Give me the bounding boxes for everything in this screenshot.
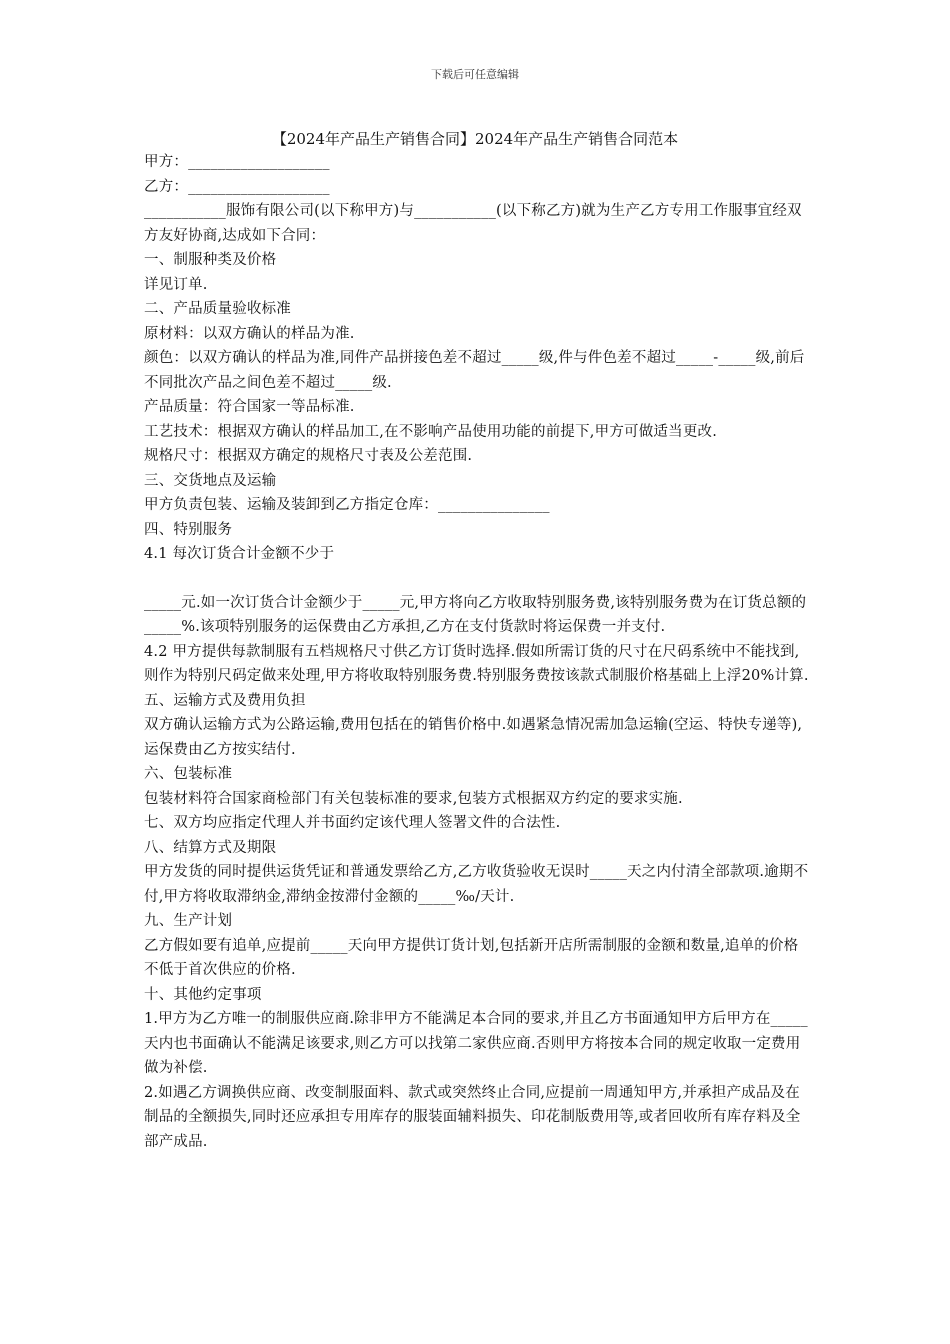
section-heading: 四、特别服务 — [144, 521, 233, 538]
section-heading: 一、制服种类及价格 — [144, 252, 277, 268]
section-heading: 六、包装标准 — [144, 766, 233, 782]
section-heading: 七、双方均应指定代理人并书面约定该代理人签署文件的合法性. — [144, 815, 561, 831]
paragraph: 2.如遇乙方调换供应商、改变制服面料、款式或突然终止合同,应提前一周通知甲方,并承担产成品及在制品的全额损失,同时还应承担专用库存的服装面辅料损失、印花制版费用等,或者回收所有库存料及全部产成品. — [144, 1084, 801, 1150]
section-heading: 十、其他约定事项 — [144, 986, 262, 1003]
paragraph: 1.甲方为乙方唯一的制服供应商.除非甲方不能满足本合同的要求,并且乙方书面通知甲方后甲方在_____天内也书面确认不能满足该要求,则乙方可以找第二家供应商.否则甲方将按本合同的规定收取一定费用做为补偿. — [144, 1011, 808, 1076]
section-heading: 八、结算方式及期限 — [144, 839, 277, 856]
paragraph: 双方确认运输方式为公路运输,费用包括在的销售价格中.如遇紧急情况需加急运输(空运、特快专递等),运保费由乙方按实结付. — [144, 717, 803, 758]
paragraph: 产品质量：符合国家一等品标准. — [144, 399, 355, 415]
paragraph: 原材料：以双方确认的样品为准. — [144, 325, 355, 342]
section-heading: 九、生产计划 — [144, 913, 233, 929]
paragraph: 乙方假如要有追单,应提前_____天向甲方提供订货计划,包括新开店所需制服的金额和数量,追单的价格不低于首次供应的价格. — [144, 937, 799, 978]
paragraph: 规格尺寸：根据双方确定的规格尺寸表及公差范围. — [144, 448, 473, 464]
page-header-note: 下载后可任意编辑 — [431, 68, 519, 81]
paragraph: 4.1 每次订货合计金额不少于 — [144, 546, 335, 562]
blank-line — [144, 567, 809, 591]
party-a-line: 甲方：___________________ — [144, 154, 330, 170]
section-heading: 二、产品质量验收标准 — [144, 301, 291, 317]
document-title: 【2024年产品生产销售合同】2024年产品生产销售合同范本 — [271, 130, 679, 148]
paragraph: 颜色：以双方确认的样品为准,同件产品拼接色差不超过_____级,件与件色差不超过_____-_____级,前后不同批次产品之间色差不超过_____级. — [144, 350, 805, 391]
paragraph: 包装材料符合国家商检部门有关包装标准的要求,包装方式根据双方约定的要求实施. — [144, 790, 683, 807]
paragraph: 4.2 甲方提供每款制服有五档规格尺寸供乙方订货时选择.假如所需订货的尺寸在尺码系统中不能找到,则作为特别尺码定做来处理,甲方将收取特别服务费.特别服务费按该款式制服价格基础上上浮20%计算. — [144, 643, 809, 684]
section-heading: 五、运输方式及费用负担 — [144, 692, 306, 709]
paragraph: 详见订单. — [144, 276, 208, 293]
document-body — [144, 150, 809, 1154]
preamble-paragraph: ___________服饰有限公司(以下称甲方)与___________(以下称乙方)就为生产乙方专用工作服事宜经双方友好协商,达成如下合同： — [144, 203, 802, 244]
paragraph: 甲方负责包装、运输及装卸到乙方指定仓库：_______________ — [144, 497, 550, 513]
section-heading: 三、交货地点及运输 — [144, 472, 277, 489]
paragraph: 工艺技术：根据双方确认的样品加工,在不影响产品使用功能的前提下,甲方可做适当更改. — [144, 423, 718, 440]
paragraph: _____元.如一次订货合计金额少于_____元,甲方将向乙方收取特别服务费,该特别服务费为在订货总额的_____%.该项特别服务的运保费由乙方承担,乙方在支付货款时将运保费一并支付. — [144, 594, 807, 635]
party-b-line: 乙方：___________________ — [144, 178, 330, 195]
paragraph: 甲方发货的同时提供运货凭证和普通发票给乙方,乙方收货验收无误时_____天之内付清全部款项.逾期不付,甲方将收取滞纳金,滞纳金按滞付金额的_____‰/天计. — [144, 864, 809, 905]
